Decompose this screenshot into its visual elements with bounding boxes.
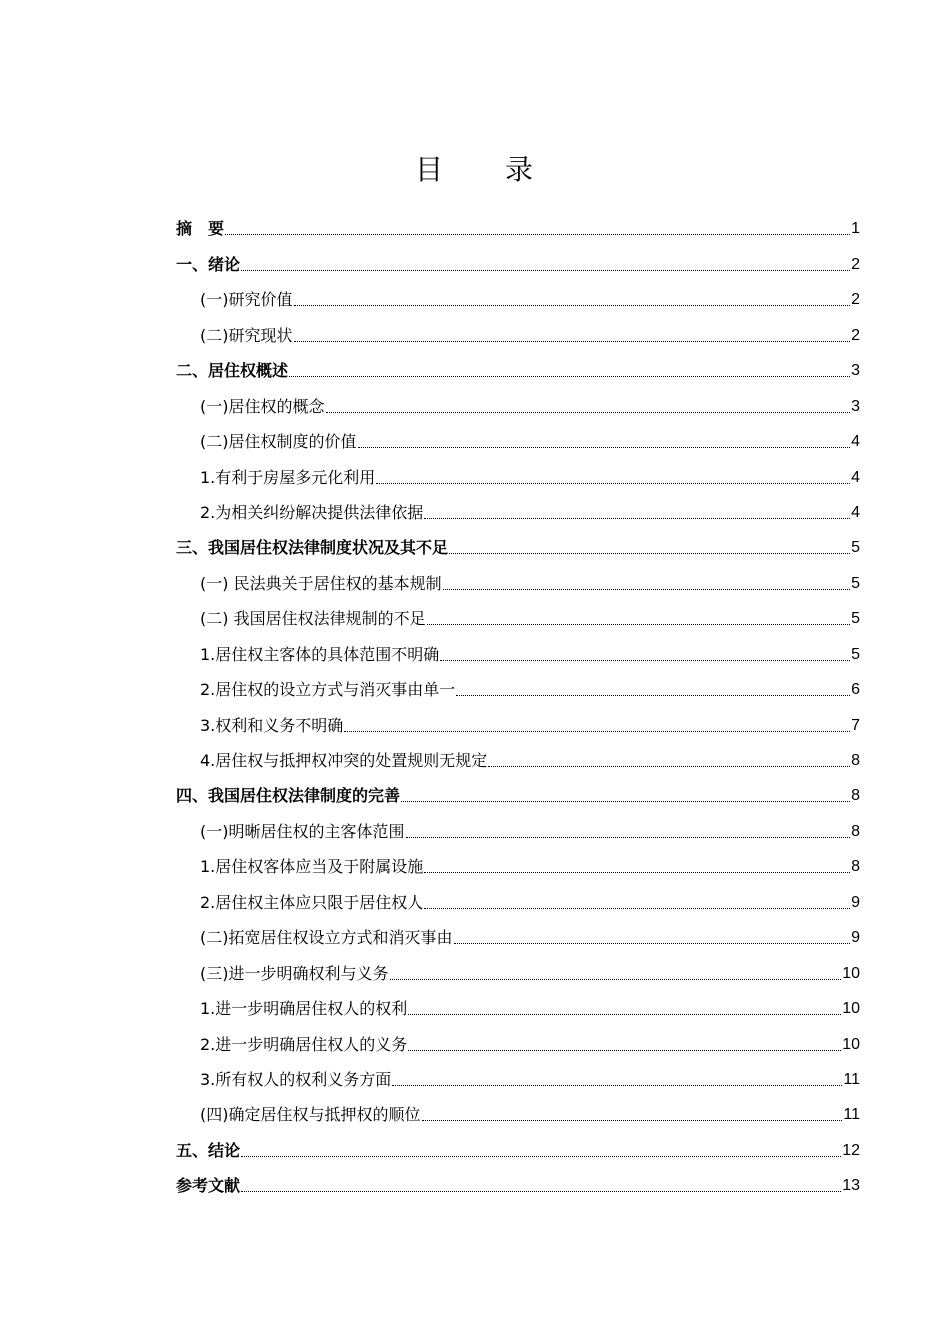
dot-leader — [289, 376, 850, 377]
toc-entry[interactable] — [176, 206, 860, 241]
dot-leader — [424, 872, 850, 873]
toc-entry[interactable] — [176, 915, 860, 950]
toc-entry-label: 五、结论 — [176, 1140, 241, 1160]
toc-entry[interactable] — [176, 312, 860, 347]
dot-leader — [406, 837, 851, 838]
toc-entry-label: 4.居住权与抵押权冲突的处置规则无规定 — [200, 751, 488, 770]
dot-leader — [408, 1050, 841, 1051]
toc-entry-label: (二) 我国居住权法律规制的不足 — [200, 609, 426, 629]
toc-entry-label: (二)拓宽居住权设立方式和消灭事由 — [200, 928, 453, 948]
toc-entry-label: 2.居住权的设立方式与消灭事由单一 — [200, 680, 456, 700]
dot-leader — [401, 801, 850, 802]
toc-entry[interactable] — [176, 808, 860, 843]
toc-entry-page-number: 2 — [851, 291, 860, 309]
dot-leader — [440, 660, 850, 661]
dot-leader — [456, 695, 850, 696]
toc-entry-label: (一)明晰居住权的主客体范围 — [200, 821, 405, 841]
toc-entry-label: 三、我国居住权法律制度状况及其不足 — [176, 538, 449, 558]
toc-entry-page-number: 2 — [851, 255, 860, 273]
toc-entry-page-number: 9 — [851, 929, 860, 947]
dot-leader — [408, 1014, 841, 1015]
dot-leader — [241, 1156, 841, 1157]
toc-entry-page-number: 5 — [851, 574, 860, 592]
toc-entry-page-number: 8 — [851, 822, 860, 840]
dot-leader — [390, 979, 842, 980]
toc-entry-page-number: 1 — [851, 220, 860, 238]
toc-entry-page-number: 5 — [851, 610, 860, 628]
toc-entry[interactable] — [176, 986, 860, 1021]
dot-leader — [225, 234, 850, 235]
toc-entry-page-number: 2 — [851, 326, 860, 344]
toc-entry[interactable] — [176, 383, 860, 418]
toc-entry[interactable] — [176, 950, 860, 985]
toc-entry[interactable] — [176, 525, 860, 560]
dot-leader — [424, 518, 850, 519]
toc-entry-label: (三)进一步明确权利与义务 — [200, 963, 389, 983]
toc-entry-label: (一) 民法典关于居住权的基本规制 — [200, 573, 442, 593]
toc-entry-page-number: 11 — [843, 1070, 860, 1088]
table-of-contents — [176, 206, 860, 1198]
dot-leader — [326, 412, 851, 413]
toc-entry[interactable] — [176, 560, 860, 595]
page-title: 目 录 — [414, 153, 535, 186]
toc-entry[interactable] — [176, 773, 860, 808]
toc-entry-page-number: 10 — [842, 964, 860, 982]
toc-entry-page-number: 10 — [842, 1035, 860, 1053]
toc-entry-label: 2.居住权主体应只限于居住权人 — [200, 892, 424, 912]
dot-leader — [392, 1085, 842, 1086]
toc-entry-page-number: 3 — [851, 397, 860, 415]
dot-leader — [488, 766, 850, 767]
toc-entry-page-number: 11 — [843, 1106, 860, 1124]
dot-leader — [424, 908, 850, 909]
dot-leader — [344, 731, 850, 732]
toc-entry[interactable] — [176, 879, 860, 914]
toc-entry-label: 2.为相关纠纷解决提供法律依据 — [200, 502, 424, 522]
toc-entry[interactable] — [176, 490, 860, 525]
toc-entry[interactable] — [176, 631, 860, 666]
toc-entry[interactable] — [176, 1163, 860, 1198]
toc-entry-page-number: 5 — [851, 645, 860, 663]
toc-entry-page-number: 10 — [842, 1000, 860, 1018]
toc-entry[interactable] — [176, 844, 860, 879]
dot-leader — [427, 624, 851, 625]
toc-entry[interactable] — [176, 667, 860, 702]
toc-entry-label: 四、我国居住权法律制度的完善 — [176, 786, 401, 806]
toc-entry-page-number: 7 — [851, 716, 860, 734]
toc-entry[interactable] — [176, 1057, 860, 1092]
dot-leader — [449, 553, 850, 554]
toc-entry-page-number: 8 — [851, 787, 860, 805]
dot-leader — [241, 1191, 841, 1192]
toc-entry-page-number: 8 — [851, 752, 860, 769]
toc-entry-label: 1.居住权主客体的具体范围不明确 — [200, 644, 440, 664]
toc-entry-label: (四)确定居住权与抵押权的顺位 — [200, 1105, 421, 1125]
toc-entry[interactable] — [176, 277, 860, 312]
toc-entry-label: 3.权利和义务不明确 — [200, 715, 344, 735]
dot-leader — [294, 341, 851, 342]
dot-leader — [358, 447, 851, 448]
toc-entry-label: (二)居住权制度的价值 — [200, 432, 357, 452]
dot-leader — [294, 305, 851, 306]
toc-entry-page-number: 4 — [851, 468, 860, 486]
toc-entry[interactable] — [176, 702, 860, 737]
toc-entry-label: (二)研究现状 — [200, 325, 293, 345]
toc-entry[interactable] — [176, 1127, 860, 1162]
toc-entry-label: 一、绪论 — [176, 254, 241, 274]
toc-entry-label: (一)居住权的概念 — [200, 396, 325, 416]
dot-leader — [241, 270, 850, 271]
toc-entry-page-number: 12 — [842, 1141, 860, 1159]
toc-entry-page-number: 13 — [842, 1177, 860, 1195]
toc-entry[interactable] — [176, 454, 860, 489]
dot-leader — [376, 483, 850, 484]
toc-entry-page-number: 6 — [851, 681, 860, 699]
dot-leader — [454, 943, 851, 944]
dot-leader — [422, 1120, 843, 1121]
toc-entry-label: 3.所有权人的权利义务方面 — [200, 1069, 392, 1089]
toc-entry[interactable] — [176, 738, 860, 773]
toc-entry-label: 1.居住权客体应当及于附属设施 — [200, 857, 424, 877]
toc-entry[interactable] — [176, 1092, 860, 1127]
toc-entry[interactable] — [176, 348, 860, 383]
toc-entry-page-number: 8 — [851, 858, 860, 876]
toc-entry-label: 摘 要 — [176, 219, 225, 239]
toc-entry-label: 2.进一步明确居住权人的义务 — [200, 1034, 408, 1054]
dot-leader — [443, 589, 851, 590]
toc-entry-page-number: 3 — [851, 362, 860, 380]
toc-entry[interactable] — [176, 419, 860, 454]
toc-entry[interactable] — [176, 241, 860, 276]
toc-entry[interactable] — [176, 1021, 860, 1056]
toc-entry-label: 二、居住权概述 — [176, 361, 289, 381]
toc-entry-page-number: 4 — [851, 433, 860, 451]
toc-entry-page-number: 4 — [851, 503, 860, 521]
toc-entry-label: 1.有利于房屋多元化利用 — [200, 467, 376, 487]
toc-entry[interactable] — [176, 596, 860, 631]
toc-entry-label: 参考文献 — [176, 1176, 241, 1196]
toc-entry-page-number: 9 — [851, 893, 860, 911]
toc-entry-page-number: 5 — [851, 539, 860, 557]
toc-entry-label: 1.进一步明确居住权人的权利 — [200, 999, 408, 1019]
toc-entry-label: (一)研究价值 — [200, 290, 293, 310]
